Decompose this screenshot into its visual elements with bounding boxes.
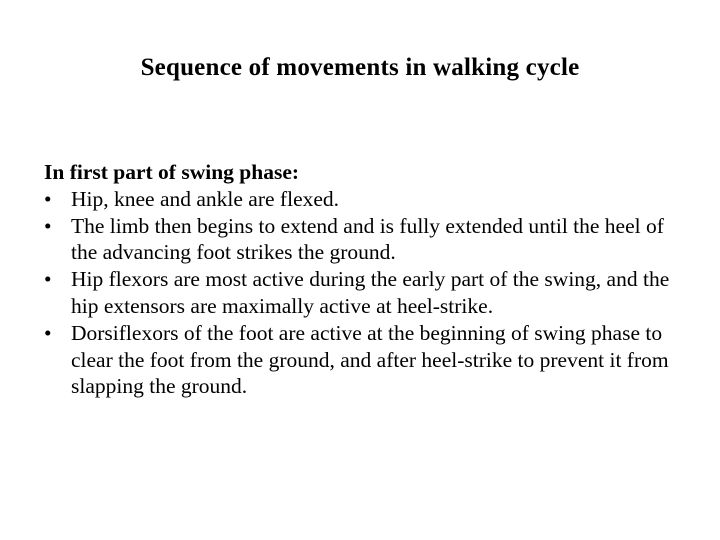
bullet-item [44,266,684,320]
bullet-list [44,186,684,400]
bullet-item [44,186,684,213]
bullet-text: Dorsiflexors of the foot are active at the beginning of swing phase to clear the foot from the ground, and after heel-strike to prevent it from slapping the ground. [71,320,669,399]
bullet-item [44,320,684,400]
slide-title: Sequence of movements in walking cycle [140,54,580,81]
bullet-text: Hip, knee and ankle are flexed. [71,186,340,211]
bullet-text: The limb then begins to extend and is fully extended until the heel of the advancing foot strikes the ground. [71,213,664,265]
bullet-icon: • [44,213,52,238]
bullet-icon: • [44,320,52,345]
bullet-icon: • [44,186,52,211]
slide-body [44,159,684,400]
bullet-text: Hip flexors are most active during the early part of the swing, and the hip extensors are maximally active at heel-strike. [71,267,670,318]
bullet-item [44,213,684,267]
bullet-icon: • [44,267,52,292]
section-heading: In first part of swing phase: [44,160,300,184]
